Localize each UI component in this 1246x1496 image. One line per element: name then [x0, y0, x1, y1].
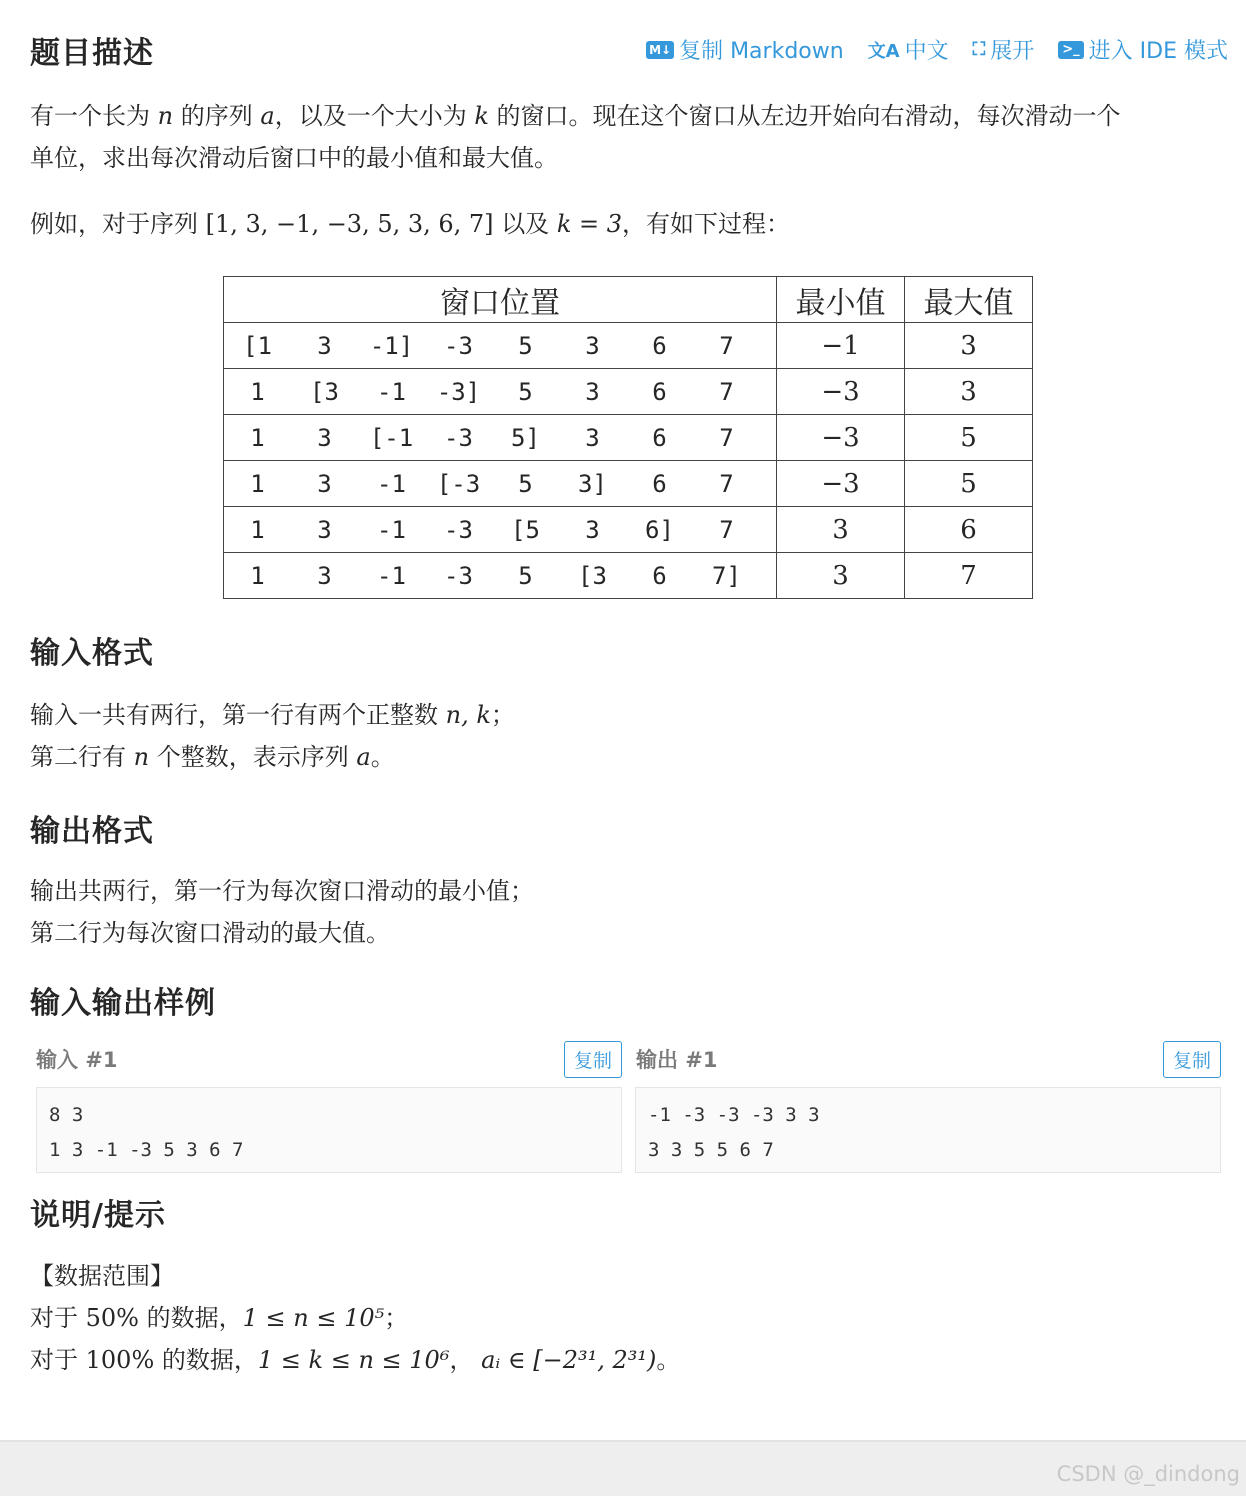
min-value-cell: −3 [777, 461, 905, 507]
section-title-samples: 输入输出样例 [30, 986, 216, 1021]
window-position-cell [224, 461, 777, 507]
sample-output-box[interactable]: -1 -3 -3 -3 3 3 3 3 5 5 6 7 [635, 1087, 1221, 1173]
text: 。 [656, 1346, 681, 1374]
math-k: k [474, 102, 489, 130]
copy-markdown-label: 复制 Markdown [679, 39, 844, 64]
min-value-cell: −3 [777, 415, 905, 461]
input-format-line-2 [30, 736, 515, 778]
window-value: [1 [243, 331, 272, 360]
window-value: 5 [518, 469, 533, 498]
text: 的数据， [161, 1346, 258, 1374]
math-a: a [356, 743, 371, 771]
text: 以及 [501, 210, 550, 238]
text: ，以及一个大小为 [274, 102, 467, 130]
language-label: 中文 [904, 39, 949, 64]
window-value: 1 [250, 515, 265, 544]
window-value: [3 [310, 377, 339, 406]
table-row [224, 507, 1033, 553]
markdown-icon: M↓ [646, 41, 674, 59]
math-range-n: 1 ≤ n ≤ 10⁵ [242, 1304, 385, 1332]
math-percent: 100% [85, 1346, 155, 1374]
sliding-window-table [223, 276, 1033, 599]
window-value: 3 [317, 423, 332, 452]
text: 的数据， [146, 1304, 243, 1332]
table-row [224, 369, 1033, 415]
max-value-cell: 3 [905, 369, 1033, 415]
math-n: n [157, 102, 174, 130]
problem-header [30, 28, 1228, 72]
window-value: [-3 [436, 469, 481, 498]
window-value: -1 [377, 469, 406, 498]
text: 对于 [30, 1304, 78, 1332]
window-position-cell [224, 553, 777, 599]
header-min: 最小值 [777, 277, 905, 323]
output-format-section [30, 806, 154, 850]
window-value: 3 [317, 561, 332, 590]
window-value: 1 [250, 377, 265, 406]
window-value: -1 [377, 377, 406, 406]
text: 的序列 [180, 102, 253, 130]
table-row [224, 553, 1033, 599]
min-value-cell: 3 [777, 507, 905, 553]
sample-input-box[interactable]: 8 3 1 3 -1 -3 5 3 6 7 [36, 1087, 622, 1173]
max-value-cell: 5 [905, 461, 1033, 507]
window-value: -3 [444, 423, 473, 452]
window-value: [5 [511, 515, 540, 544]
window-value: 1 [250, 423, 265, 452]
window-value: 7 [719, 331, 734, 360]
min-value-cell: 3 [777, 553, 905, 599]
output-format-line-2: 第二行为每次窗口滑动的最大值。 [30, 919, 390, 947]
math-range-k-n: 1 ≤ k ≤ n ≤ 10⁶ [257, 1346, 450, 1374]
terminal-icon: >_ [1058, 41, 1083, 59]
window-value: 7 [719, 423, 734, 452]
description-paragraph-1 [30, 95, 1226, 179]
window-value: 3 [585, 331, 600, 360]
ide-mode-button[interactable] [1058, 34, 1228, 65]
copy-output-button[interactable]: 复制 [1163, 1041, 1221, 1078]
window-value: 6 [652, 469, 667, 498]
text: 个整数，表示序列 [156, 743, 349, 771]
math-sequence: [1, 3, −1, −3, 5, 3, 6, 7] [205, 210, 494, 238]
sample-output-label: 输出 #1 [636, 1048, 718, 1072]
copy-input-button[interactable]: 复制 [564, 1041, 622, 1078]
window-value: 3 [585, 377, 600, 406]
hint-line-1: 【数据范围】 [30, 1262, 174, 1290]
table-row [224, 461, 1033, 507]
window-value: 6] [645, 515, 674, 544]
hint-line-3 [30, 1339, 680, 1381]
output-format-line-1: 输出共两行，第一行为每次窗口滑动的最小值； [30, 877, 534, 905]
window-value: 3] [578, 469, 607, 498]
window-value: 6 [652, 561, 667, 590]
window-value: 7 [719, 469, 734, 498]
window-position-cell [224, 507, 777, 553]
window-value: -3] [436, 377, 481, 406]
description-paragraph-2 [30, 203, 790, 245]
hint-line-2 [30, 1297, 680, 1339]
max-value-cell: 3 [905, 323, 1033, 369]
expand-button[interactable] [973, 34, 1035, 65]
sample-input-header [36, 1040, 622, 1078]
header-max: 最大值 [905, 277, 1033, 323]
window-value: 7 [719, 377, 734, 406]
samples-section [30, 978, 216, 1022]
text: ，有如下过程： [622, 210, 791, 238]
text: 单位，求出每次滑动后窗口中的最小值和最大值。 [30, 144, 558, 172]
text: ； [490, 701, 515, 729]
table-row [224, 415, 1033, 461]
table-row [224, 323, 1033, 369]
hint-body [30, 1255, 680, 1381]
window-value: -3 [444, 515, 473, 544]
window-position-cell [224, 369, 777, 415]
expand-label: 展开 [990, 39, 1035, 64]
section-title-hint: 说明/提示 [30, 1198, 166, 1233]
math-k-equals: k = 3 [556, 210, 623, 238]
text: 例如，对于序列 [30, 210, 198, 238]
math-percent: 50% [85, 1304, 139, 1332]
section-title-output-format: 输出格式 [30, 814, 154, 849]
text: ， [449, 1346, 474, 1374]
window-value: 5 [518, 331, 533, 360]
window-value: 1 [250, 561, 265, 590]
window-value: 6 [652, 377, 667, 406]
expand-icon: ⛶ [972, 39, 986, 60]
text: 输入一共有两行，第一行有两个正整数 [30, 701, 438, 729]
input-format-body [30, 694, 515, 778]
input-format-line-1 [30, 694, 515, 736]
watermark: CSDN @_dindong [1056, 1462, 1240, 1486]
window-value: -1 [377, 561, 406, 590]
max-value-cell: 5 [905, 415, 1033, 461]
window-value: 3 [585, 515, 600, 544]
header-window-position: 窗口位置 [224, 277, 777, 323]
window-value: [-1 [369, 423, 414, 452]
window-position-cell [224, 323, 777, 369]
hint-section [30, 1190, 166, 1234]
copy-markdown-button[interactable] [646, 34, 844, 65]
max-value-cell: 6 [905, 507, 1033, 553]
window-value: 7 [719, 515, 734, 544]
max-value-cell: 7 [905, 553, 1033, 599]
window-position-cell [224, 415, 777, 461]
window-value: -1] [369, 331, 414, 360]
window-value: -3 [444, 331, 473, 360]
text: ； [384, 1304, 409, 1332]
toolbar [646, 34, 1228, 65]
window-value: 3 [317, 515, 332, 544]
window-value: 3 [585, 423, 600, 452]
text: 的窗口。现在这个窗口从左边开始向右滑动，每次滑动一个 [496, 102, 1121, 130]
window-value: [3 [578, 561, 607, 590]
description-example [30, 203, 790, 245]
window-value: 5 [518, 377, 533, 406]
math-n-k: n, k [445, 701, 491, 729]
text: 第二行有 [30, 743, 126, 771]
window-value: -3 [444, 561, 473, 590]
window-value: 3 [317, 331, 332, 360]
math-n: n [133, 743, 150, 771]
ide-mode-label: 进入 IDE 模式 [1088, 39, 1228, 64]
table-header-row [224, 277, 1033, 323]
text: 对于 [30, 1346, 78, 1374]
min-value-cell: −3 [777, 369, 905, 415]
math-a: a [260, 102, 275, 130]
language-button[interactable] [868, 34, 949, 65]
min-value-cell: −1 [777, 323, 905, 369]
output-format-body [30, 870, 534, 954]
window-value: 5] [511, 423, 540, 452]
window-value: 5 [518, 561, 533, 590]
text: 。 [370, 743, 395, 771]
math-range-a: aᵢ ∈ [−2³¹, 2³¹) [481, 1346, 657, 1374]
window-value: 6 [652, 331, 667, 360]
window-value: 1 [250, 469, 265, 498]
input-format-section [30, 628, 154, 672]
section-title-input-format: 输入格式 [30, 636, 154, 671]
translate-icon: 文A [867, 40, 900, 62]
description [30, 95, 1226, 179]
sample-output-header [636, 1040, 1221, 1078]
window-value: 3 [317, 469, 332, 498]
window-value: 6 [652, 423, 667, 452]
window-value: -1 [377, 515, 406, 544]
sample-input-label: 输入 #1 [36, 1048, 118, 1072]
text: 有一个长为 [30, 102, 150, 130]
section-title-description: 题目描述 [30, 36, 154, 71]
window-value: 7] [712, 561, 741, 590]
